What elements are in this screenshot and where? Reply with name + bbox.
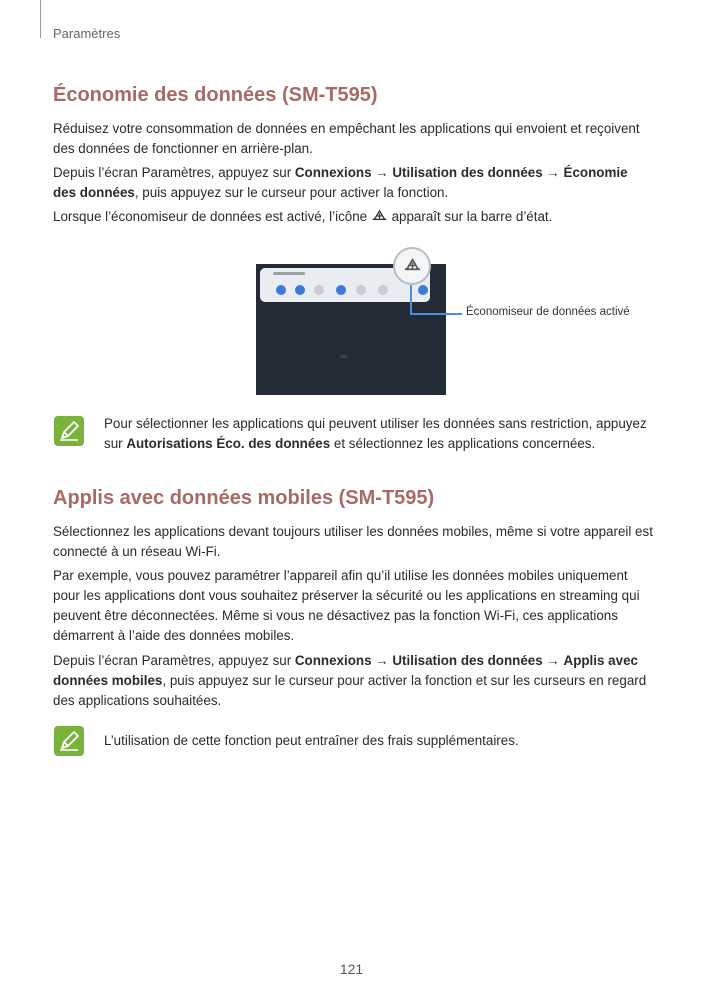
note-pencil-icon — [54, 726, 84, 756]
quick-setting-sound-icon — [295, 285, 305, 295]
menu-path-connexions: Connexions — [294, 165, 372, 180]
quick-setting-wifi-icon — [276, 285, 286, 295]
callout-line — [410, 285, 412, 315]
note-text: L’utilisation de cette fonction peut entraîner des frais supplémentaires. — [104, 733, 519, 748]
menu-path-connexions: Connexions — [294, 653, 372, 668]
section-title-mobile-data-apps: Applis avec données mobiles (SM-T595) — [53, 487, 435, 509]
quick-settings-header — [273, 272, 305, 275]
menu-path-data-saver-permissions: Autorisations Éco. des données — [126, 436, 331, 451]
quick-setting-bluetooth-icon — [314, 285, 324, 295]
callout-label: Économiseur de données activé — [466, 306, 630, 318]
cloud-icon: ☁ — [338, 350, 348, 361]
header-rule — [40, 0, 41, 38]
callout-magnifier — [393, 247, 431, 285]
data-saver-icon — [403, 256, 422, 275]
menu-path-data-usage: Utilisation des données — [392, 165, 543, 180]
paragraph-intro: Réduisez votre consommation de données en empêchant les applications qui envoient et reçoivent des données de fonctionner en arrière-plan. — [53, 121, 640, 156]
paragraph-status-icon: Lorsque l’économiseur de données est activé, l’icône apparaît sur la barre d’état. — [53, 209, 553, 224]
paragraph-example: Par exemple, vous pouvez paramétrer l’appareil afin qu’il utilise les données mobiles uniquement pour les applications dont vous souhaitez préserver la sécurité ou les applications en streaming qui peuvent être déconnectées. Même si vous ne désactivez pas la fonction Wi-Fi, ces applications démarrent à l’aide des données mobiles. — [53, 568, 640, 643]
callout-line — [410, 313, 462, 315]
paragraph-steps: Depuis l’écran Paramètres, appuyez sur Connexions → Utilisation des données → Économie des données, puis appuyez sur le curseur pour activer la fonction. — [53, 165, 628, 200]
quick-setting-flashlight-icon — [356, 285, 366, 295]
data-saver-icon — [371, 208, 388, 224]
paragraph-intro: Sélectionnez les applications devant toujours utiliser les données mobiles, même si votre appareil est connecté à un réseau Wi-Fi. — [53, 524, 653, 559]
menu-path-mobile-data-apps: Applis avec données mobiles — [53, 653, 638, 688]
note-text: Pour sélectionner les applications qui peuvent utiliser les données sans restriction, appuyez sur Autorisations Éco. des données et sélectionnez les applications concernées. — [104, 416, 647, 451]
section-title-data-saver: Économie des données (SM-T595) — [53, 84, 378, 106]
quick-setting-data-saver-icon — [418, 285, 428, 295]
quick-setting-autorotate-icon — [336, 285, 346, 295]
menu-path-data-saver: Économie des données — [53, 165, 628, 200]
running-header: Paramètres — [53, 26, 121, 41]
note-pencil-icon — [54, 416, 84, 446]
paragraph-steps: Depuis l’écran Paramètres, appuyez sur Connexions → Utilisation des données → Applis avec données mobiles, puis appuyez sur le curseur pour activer la fonction et sur les curseurs en regard des applications souhaitées. — [53, 653, 647, 708]
menu-path-data-usage: Utilisation des données — [392, 653, 543, 668]
page-number: 121 — [339, 961, 364, 977]
quick-setting-airplane-icon — [378, 285, 388, 295]
